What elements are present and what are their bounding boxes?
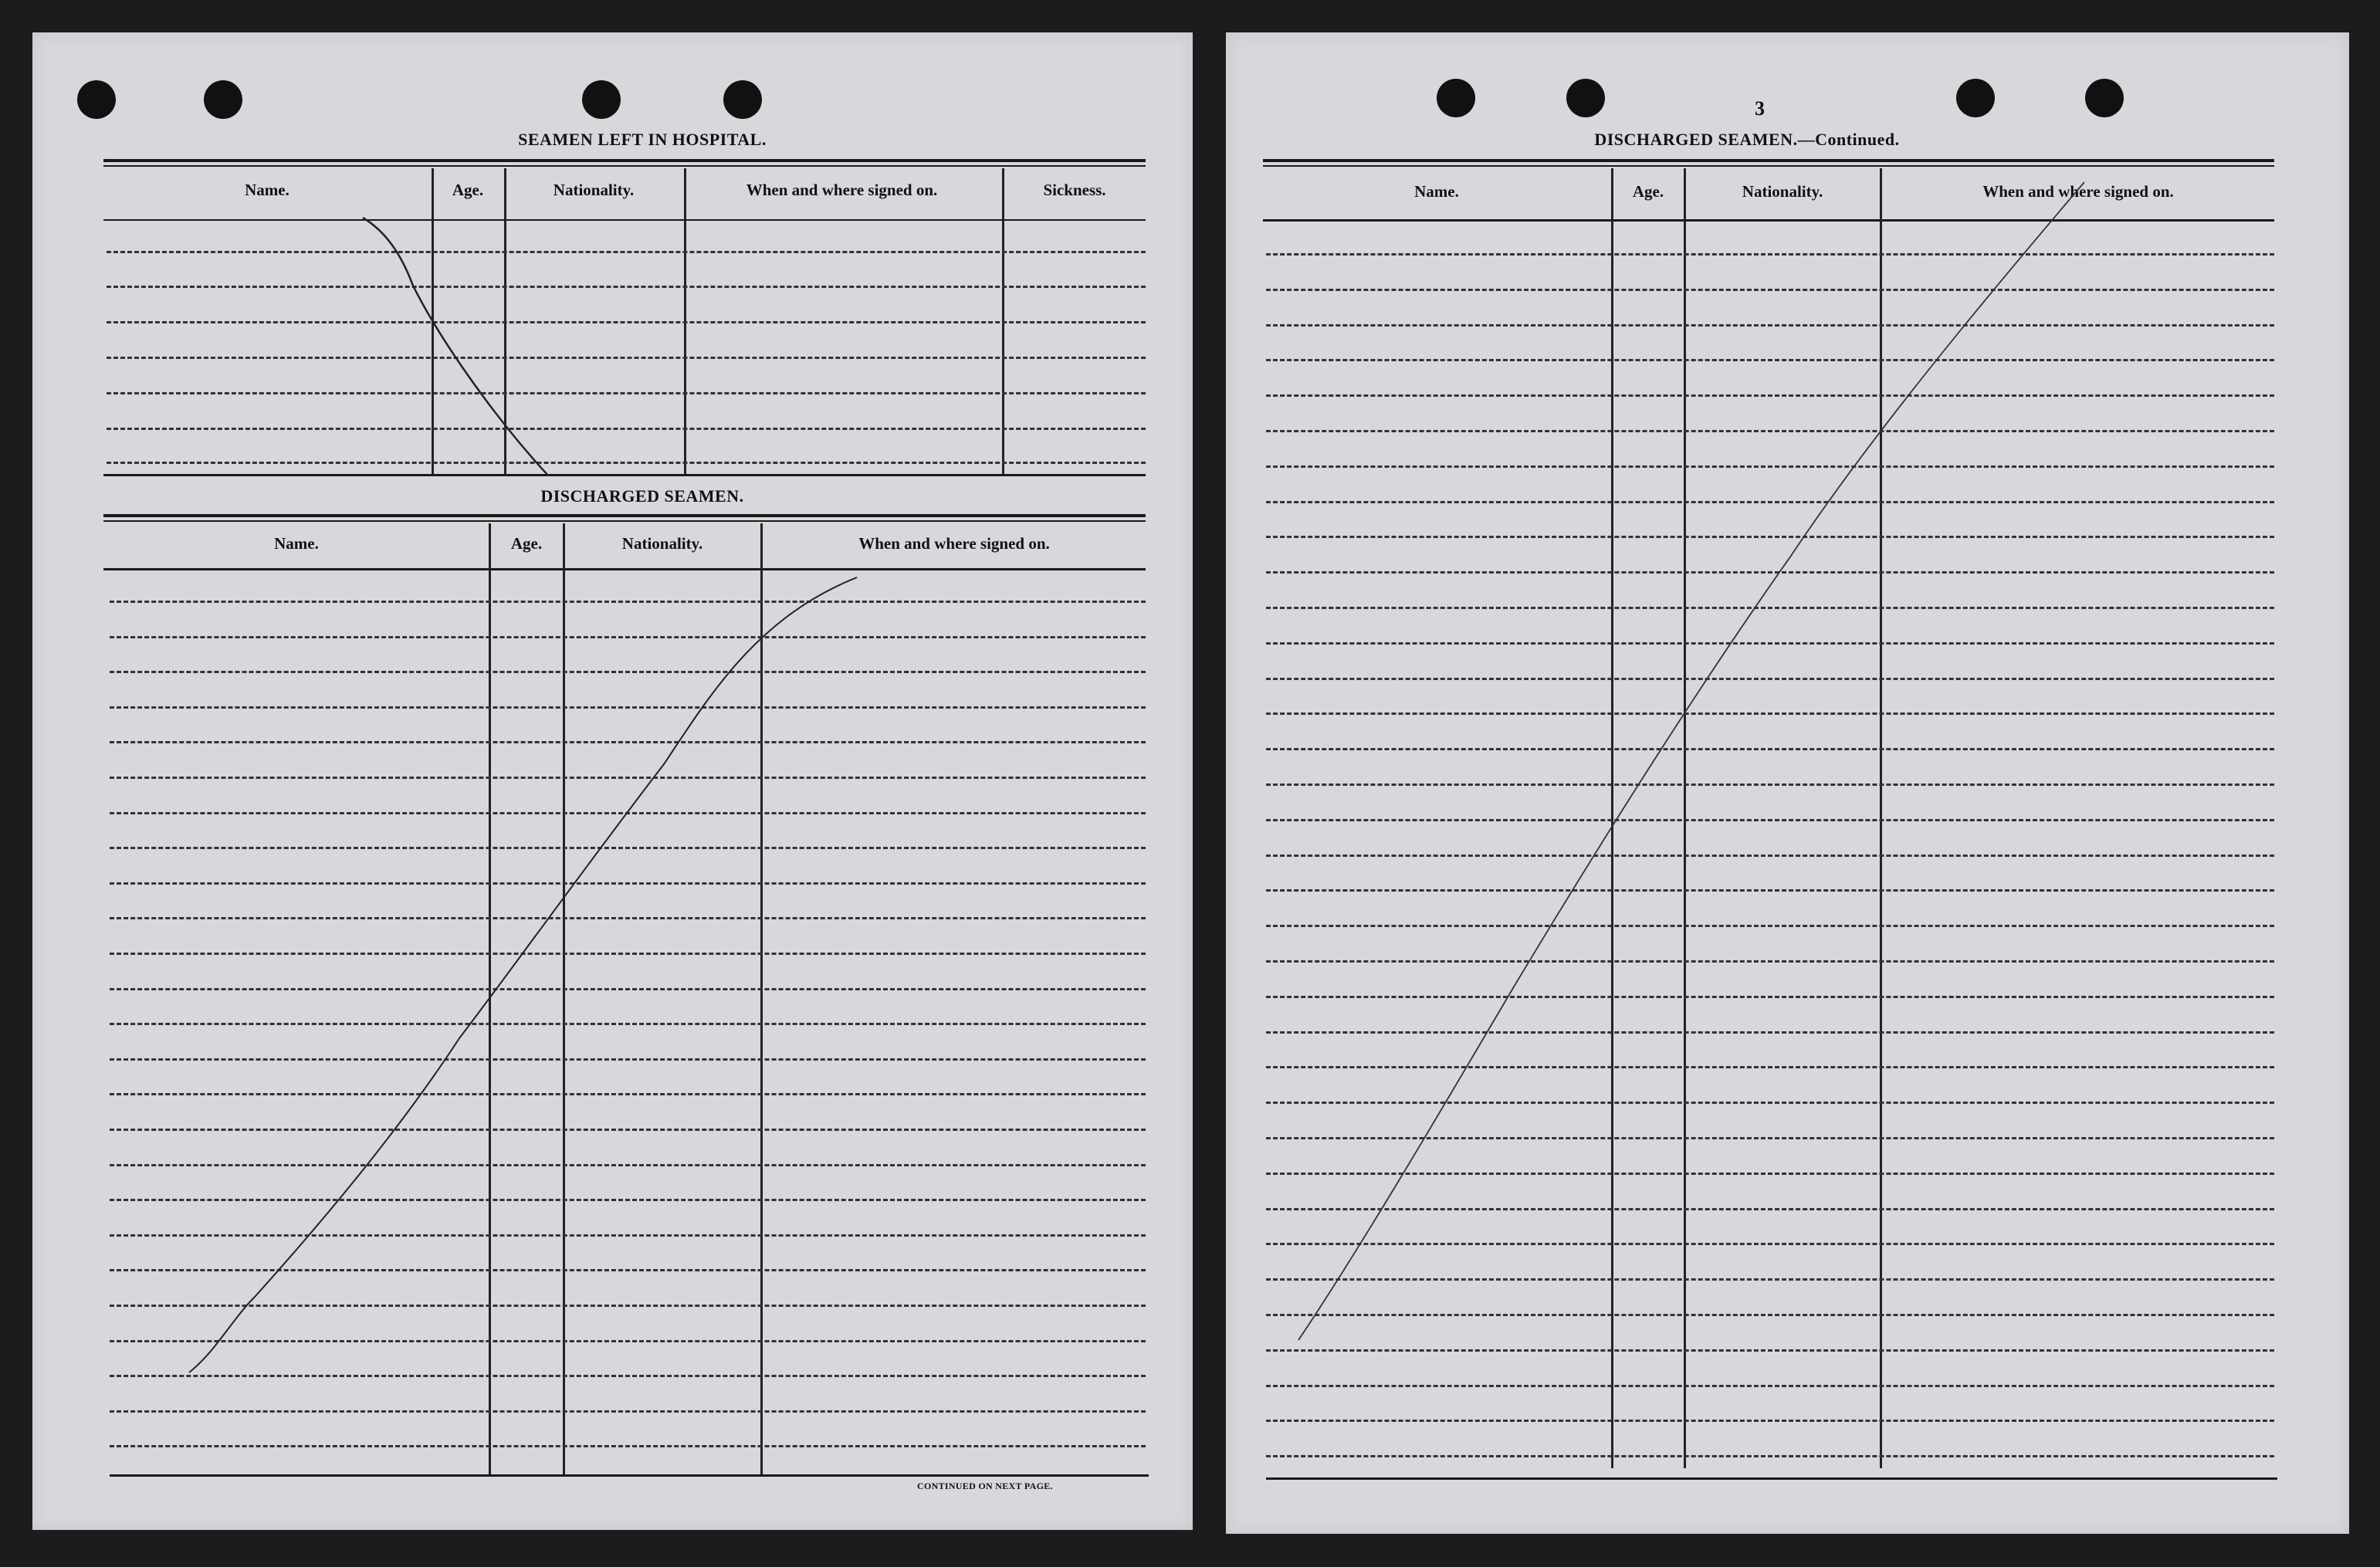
entry-line (1266, 571, 2274, 574)
right-page (1226, 32, 2349, 1534)
entry-line (110, 1058, 1146, 1061)
discharged-col-divider (563, 523, 565, 1474)
entry-line (110, 706, 1146, 709)
entry-line (1266, 1349, 2274, 1352)
hospital-col-name: Name. (245, 181, 289, 199)
discharged-top-rule-thin (103, 520, 1146, 522)
entry-line (110, 777, 1146, 779)
right-top-rule-thin (1263, 165, 2274, 167)
entry-line (110, 1164, 1146, 1166)
entry-line (1266, 1420, 2274, 1422)
entry-line (1266, 855, 2274, 857)
right-col-nationality: Nationality. (1742, 182, 1823, 201)
discharged-col-signed-on: When and where signed on. (858, 534, 1050, 553)
entry-line (1266, 889, 2274, 892)
entry-line (1266, 607, 2274, 609)
page-number: 3 (1755, 97, 1765, 120)
entry-line (1266, 748, 2274, 750)
left-page (32, 32, 1193, 1530)
right-col-signed-on: When and where signed on. (1982, 182, 2174, 201)
discharged-top-rule (103, 514, 1146, 517)
entry-line (110, 636, 1146, 638)
entry-line (110, 1410, 1146, 1413)
entry-line (110, 882, 1146, 885)
discharged-col-nationality: Nationality. (621, 534, 703, 553)
discharged-continued-suffix: —Continued. (1797, 130, 1900, 149)
binder-hole (204, 80, 242, 119)
entry-line (110, 1093, 1146, 1095)
discharged-col-divider (489, 523, 491, 1474)
entry-line (1266, 324, 2274, 327)
discharged-header-rule (103, 568, 1146, 570)
entry-line (1266, 1031, 2274, 1034)
entry-line (1266, 960, 2274, 963)
entry-line (1266, 1066, 2274, 1068)
entry-line (110, 1445, 1146, 1447)
hospital-entry-line (107, 462, 1146, 464)
entry-line (110, 1340, 1146, 1342)
hospital-col-signed-on: When and where signed on. (746, 181, 938, 199)
discharged-col-name: Name. (274, 534, 319, 553)
right-bottom-rule (1266, 1477, 2277, 1480)
entry-line (110, 671, 1146, 673)
continued-note: CONTINUED ON NEXT PAGE. (917, 1481, 1053, 1491)
entry-line (110, 988, 1146, 990)
entry-line (110, 1269, 1146, 1271)
hospital-col-sickness: Sickness. (1043, 181, 1106, 199)
entry-line (1266, 678, 2274, 680)
entry-line (110, 1375, 1146, 1377)
entry-line (110, 847, 1146, 849)
entry-line (1266, 1314, 2274, 1316)
discharged-continued-title (1577, 130, 1917, 150)
binder-hole (77, 80, 116, 119)
entry-line (110, 1234, 1146, 1237)
hospital-entry-line (107, 286, 1146, 288)
entry-line (1266, 1208, 2274, 1210)
entry-line (1266, 925, 2274, 927)
entry-line (110, 1023, 1146, 1025)
right-header-rule (1263, 219, 2274, 222)
hospital-bottom-rule (103, 474, 1146, 476)
entry-line (1266, 784, 2274, 786)
entry-line (1266, 536, 2274, 538)
discharged-section-title: DISCHARGED SEAMEN. (540, 486, 744, 506)
right-col-name: Name. (1414, 182, 1459, 201)
hospital-entry-line (107, 428, 1146, 430)
right-col-divider (1684, 168, 1686, 1468)
entry-line (110, 953, 1146, 955)
hospital-top-rule-thin (103, 165, 1146, 167)
entry-line (1266, 1278, 2274, 1281)
right-col-divider (1880, 168, 1882, 1468)
entry-line (1266, 289, 2274, 291)
binder-hole (1437, 79, 1475, 117)
entry-line (110, 601, 1146, 603)
entry-line (1266, 394, 2274, 397)
entry-line (1266, 712, 2274, 715)
entry-line (1266, 1243, 2274, 1245)
hospital-entry-line (107, 392, 1146, 394)
right-col-divider (1611, 168, 1613, 1468)
entry-line (1266, 996, 2274, 998)
entry-line (110, 917, 1146, 919)
entry-line (1266, 465, 2274, 468)
hospital-section-title: SEAMEN LEFT IN HOSPITAL. (518, 130, 767, 149)
discharged-col-age: Age. (510, 534, 543, 553)
entry-line (110, 1305, 1146, 1307)
entry-line (110, 812, 1146, 814)
entry-line (1266, 819, 2274, 821)
right-top-rule (1263, 159, 2274, 162)
binder-hole (582, 80, 621, 119)
discharged-col-divider (760, 523, 763, 1474)
hospital-entry-line (107, 321, 1146, 323)
entry-line (1266, 1102, 2274, 1104)
right-col-age: Age. (1632, 182, 1664, 201)
entry-line (1266, 642, 2274, 645)
binder-hole (1566, 79, 1605, 117)
discharged-bottom-rule (110, 1474, 1149, 1477)
entry-line (1266, 253, 2274, 256)
binder-hole (723, 80, 762, 119)
hospital-entry-line (107, 357, 1146, 359)
entry-line (1266, 501, 2274, 503)
entry-line (110, 741, 1146, 743)
hospital-entry-line (107, 251, 1146, 253)
discharged-continued-title-main: DISCHARGED SEAMEN. (1594, 130, 1798, 149)
entry-line (1266, 1385, 2274, 1387)
entry-line (110, 1199, 1146, 1201)
entry-line (1266, 359, 2274, 361)
hospital-col-nationality: Nationality. (553, 181, 635, 199)
binder-hole (1956, 79, 1995, 117)
entry-line (110, 1129, 1146, 1131)
entry-line (1266, 1173, 2274, 1175)
hospital-header-rule (103, 219, 1146, 221)
entry-line (1266, 430, 2274, 432)
binder-hole (2085, 79, 2124, 117)
entry-line (1266, 1137, 2274, 1139)
entry-line (1266, 1455, 2274, 1457)
hospital-col-age: Age. (452, 181, 484, 199)
hospital-top-rule (103, 159, 1146, 162)
